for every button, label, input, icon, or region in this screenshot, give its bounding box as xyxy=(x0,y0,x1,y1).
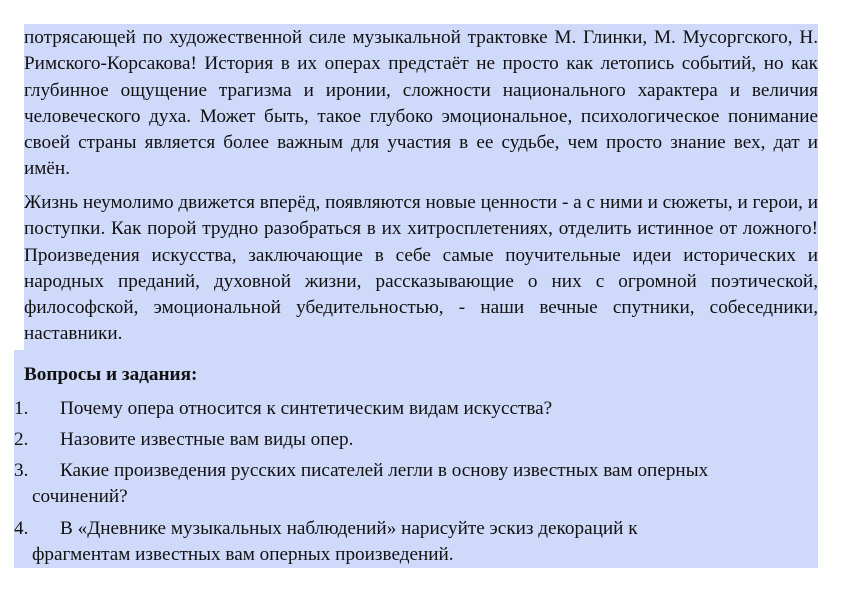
question-text-continuation: фрагментам известных вам оперных произведений. xyxy=(32,544,454,565)
question-number: 3. xyxy=(14,460,29,481)
question-number: 4. xyxy=(14,518,29,539)
question-number: 2. xyxy=(14,429,29,450)
question-text: Почему опера относится к синтетическим видам искусства? xyxy=(60,398,553,419)
question-number: 1. xyxy=(14,398,29,419)
body-paragraph: потрясающей по художественной силе музыкальной трактовке М. Глинки, М. Мусоргского, Н. Римского-Корсакова! История в их операх предстаёт не просто как летопись событий, но как глубинное ощущение трагизма и иронии, сложности национального характера и величия человеческого духа. Может быть, такое глубоко эмоциональное, психологическое понимание своей страны является более важным для участия в ее судьбе, чем просто знание вех, дат и имён. xyxy=(24,27,818,180)
question-text: Назовите известные вам виды опер. xyxy=(60,429,354,450)
question-text: В «Дневнике музыкальных наблюдений» нарисуйте эскиз декораций к xyxy=(60,518,638,539)
body-paragraph: Жизнь неумолимо движется вперёд, появляются новые ценности - а с ними и сюжеты, и герои, и поступки. Как порой трудно разобраться в их хитросплетениях, отделить истинное от ложного! Произведения искусства, заключающие в себе самые поучительные идеи исторических и народных преданий, духовной жизни, рассказывающие о них с огромной поэтической, философской, эмоциональной убедительностью, - наши вечные спутники, собеседники, наставники. xyxy=(24,192,818,345)
question-text: Какие произведения русских писателей легли в основу известных вам оперных xyxy=(60,460,709,481)
questions-heading: Вопросы и задания: xyxy=(24,364,198,385)
question-text-continuation: сочинений? xyxy=(32,486,128,507)
